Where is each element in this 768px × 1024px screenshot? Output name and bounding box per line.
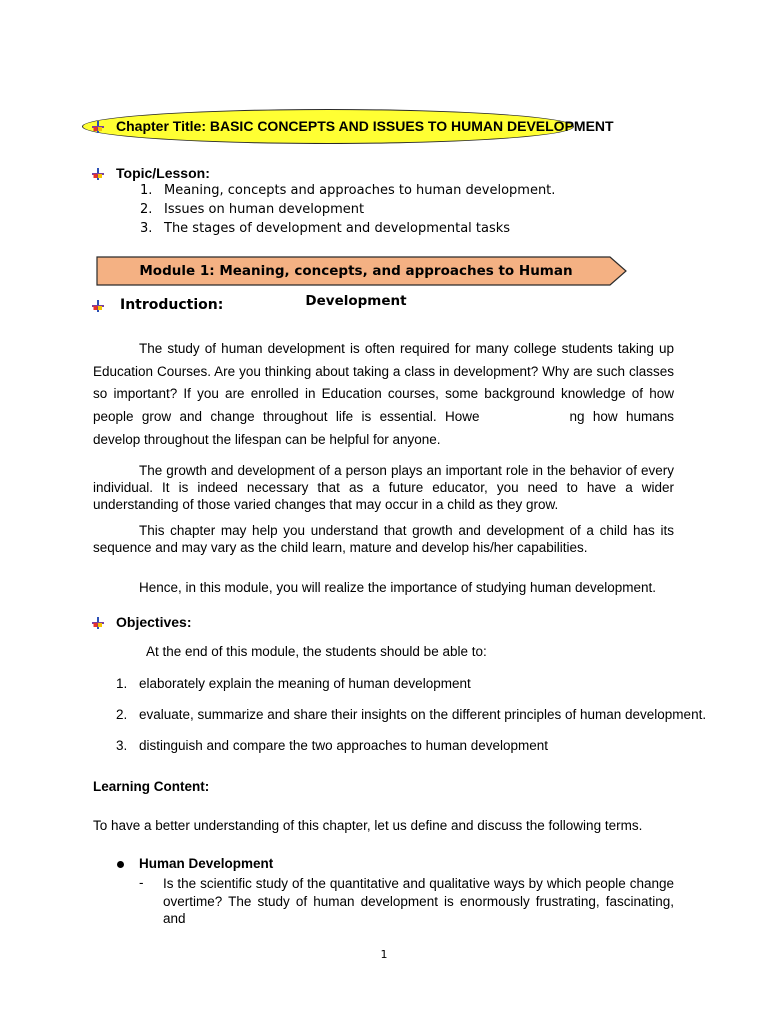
list-item: 3. The stages of development and developmental tasks [140, 221, 511, 236]
term-heading: Human Development [139, 856, 274, 871]
intro-paragraph-2: The growth and development of a person plays an important role in the behavior of every individual. It is indeed necessary that as a future educator, you need to have a wider understanding of those varied changes that may occur in a child as they grow. [93, 463, 674, 512]
bullet-dot-icon [117, 861, 124, 868]
learning-content-intro: To have a better understanding of this chapter, let us define and discuss the following terms. [93, 818, 643, 833]
topic-lesson-label: Topic/Lesson: [116, 165, 210, 181]
intro-paragraph-3: This chapter may help you understand that growth and development of a child has its sequence and may vary as the child learn, mature and develop his/her capabilities. [93, 523, 674, 555]
list-item: 2. evaluate, summarize and share their insights on the different principles of human development. [116, 707, 707, 722]
intro-paragraph-4: Hence, in this module, you will realize the importance of studying human development. [139, 580, 657, 595]
module-title: Module 1: Meaning, concepts, and approaches to Human Development [139, 263, 573, 309]
four-color-bullet-icon [92, 168, 104, 180]
topic-list [140, 181, 555, 238]
dash-marker: - [139, 875, 144, 890]
page-number: 1 [380, 948, 388, 961]
objectives-label: Objectives: [116, 614, 192, 630]
list-item: 2. Issues on human development [140, 202, 365, 217]
introduction-label: Introduction: [120, 297, 224, 313]
intro-paragraph-1: The study of human development is often required for many college students taking up Education Courses. Are you thinking about taking a class in development? Why are such classes so important? If you are enrolled in Education courses, some background knowledge of how people grow and change throughout life is essential. Howe ng how humans develop throughout the lifespan can be helpful for anyone. [93, 341, 675, 447]
learning-content-label: Learning Content: [93, 779, 210, 794]
four-color-bullet-icon [92, 121, 104, 133]
list-item: 3. distinguish and compare the two approaches to human development [116, 738, 549, 753]
chapter-title: Chapter Title: BASIC CONCEPTS AND ISSUES TO HUMAN DEVELOPMENT [116, 118, 614, 134]
term-definition: Is the scientific study of the quantitative and qualitative ways by which people change overtime? The study of human development is enormously frustrating, fascinating, and [163, 876, 674, 926]
objectives-intro: At the end of this module, the students should be able to: [146, 644, 487, 659]
four-color-bullet-icon [92, 617, 104, 629]
list-item: 1. elaborately explain the meaning of human development [116, 676, 471, 691]
list-item: 1. Meaning, concepts and approaches to human development. [140, 183, 556, 198]
four-color-bullet-icon [92, 300, 104, 312]
